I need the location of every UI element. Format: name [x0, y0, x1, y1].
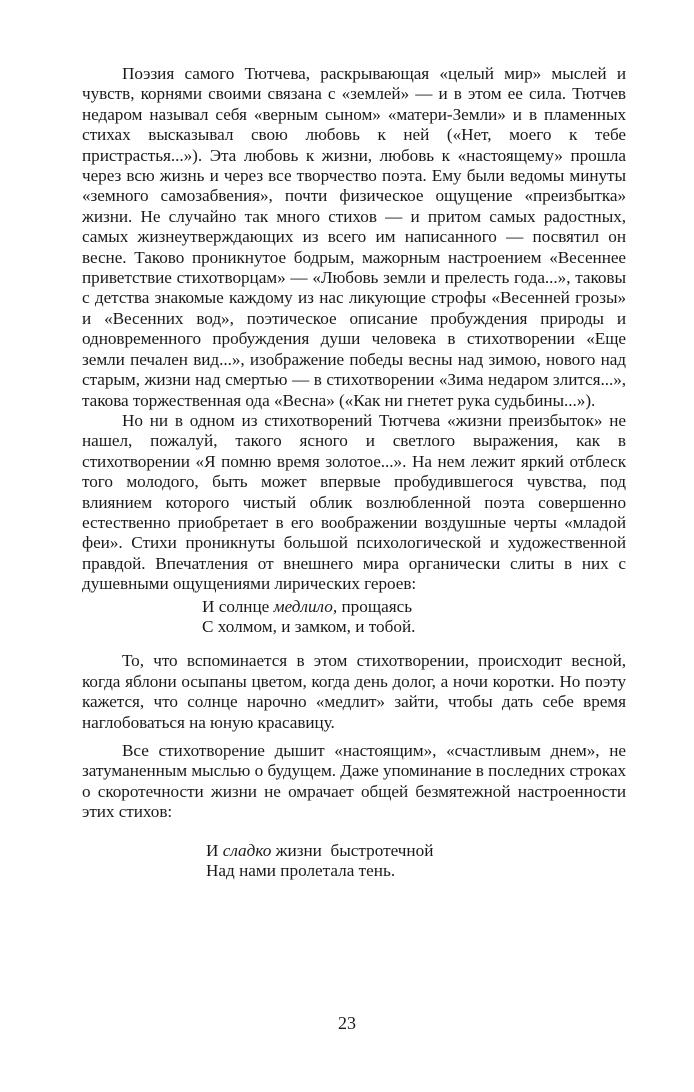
- paragraph-1: Поэзия самого Тютчева, раскрывающая «целый мир» мыслей и чувств, корнями своими связана с «землей» — и в этом ее сила. Тютчев недаром называл себя «верным сыном» «матери-Земли» и в пламенных стихах высказывал свою любовь к ней («Нет, моего к тебе пристрастья...»). Эта любовь к жизни, любовь к «настоящему» прошла через всю жизнь и через все творчество поэта. Ему были ведомы минуты «земного самозабвения», почти физическое ощущение «преизбытка» жизни. Не случайно так много стихов — и притом самых радостных, самых жизнеутверждающих из всего им написанного — посвятил он весне. Таково проникнутое бодрым, мажорным настроением «Весеннее приветствие стихотворцам» — «Любовь земли и прелесть года...», таковы с детства знакомые каждому из нас ликующие строфы «Весенней грозы» и «Весенних вод», поэтическое описание пробуждения природы и одновременного пробуждения души человека в стихотворении «Еще земли печален вид...», изображение победы весны над зимою, нового над старым, жизни над смертью — в стихотворении «Зима недаром злится...», такова торжественная ода «Весна» («Как ни гнетет рука судьбины...»).: [82, 64, 626, 410]
- verse-quote-2: [206, 841, 626, 882]
- verse-1-line-1-italic: медлило,: [273, 596, 338, 616]
- verse-2-line-1-text-a: И: [206, 840, 223, 860]
- paragraph-4: Все стихотворение дышит «настоящим», «счастливым днем», не затуманенным мыслью о будущем. Даже упоминание в последних строках о скоротечности жизни не омрачает общей безмятежной настроенности этих стихов:: [82, 741, 626, 822]
- verse-2-line-1-text-b: жизни быстротечной: [271, 840, 434, 860]
- verse-quote-1: [202, 597, 626, 638]
- verse-1-line-2: С холмом, и замком, и тобой.: [202, 616, 416, 636]
- verse-1-line-1-text-a: И солнце: [202, 596, 274, 616]
- paragraph-3: То, что вспоминается в этом стихотворении, происходит весной, когда яблони осыпаны цветом, когда день долог, а ночи коротки. Но поэту кажется, что солнце нарочно «медлит» зайти, чтобы дать себе время наглобоваться на юную красавицу.: [82, 651, 626, 732]
- verse-2-line-1-italic: сладко: [222, 840, 272, 860]
- page-number: 23: [338, 1013, 356, 1033]
- verse-1-line-1-text-b: прощаясь: [337, 596, 413, 616]
- verse-2-line-2: Над нами пролетала тень.: [206, 861, 396, 881]
- book-page: [82, 64, 626, 1064]
- verse-1-line-1: [202, 597, 626, 617]
- paragraph-2: Но ни в одном из стихотворений Тютчева «жизни преизбыток» не нашел, пожалуй, такого ясного и светлого выражения, как в стихотворении «Я помню время золотое...». На нем лежит яркий отблеск того молодого, быть может впервые пробудившегося чувства, под влиянием которого чистый облик возлюбленной поэта совершенно естественно приобретает в его воображении воздушные черты «младой феи». Стихи проникнуты большой психологической и художественной правдой. Впечатления от внешнего мира органически слиты в них с душевными ощущениями лирических героев:: [82, 410, 626, 594]
- verse-2-line-1: [206, 841, 626, 861]
